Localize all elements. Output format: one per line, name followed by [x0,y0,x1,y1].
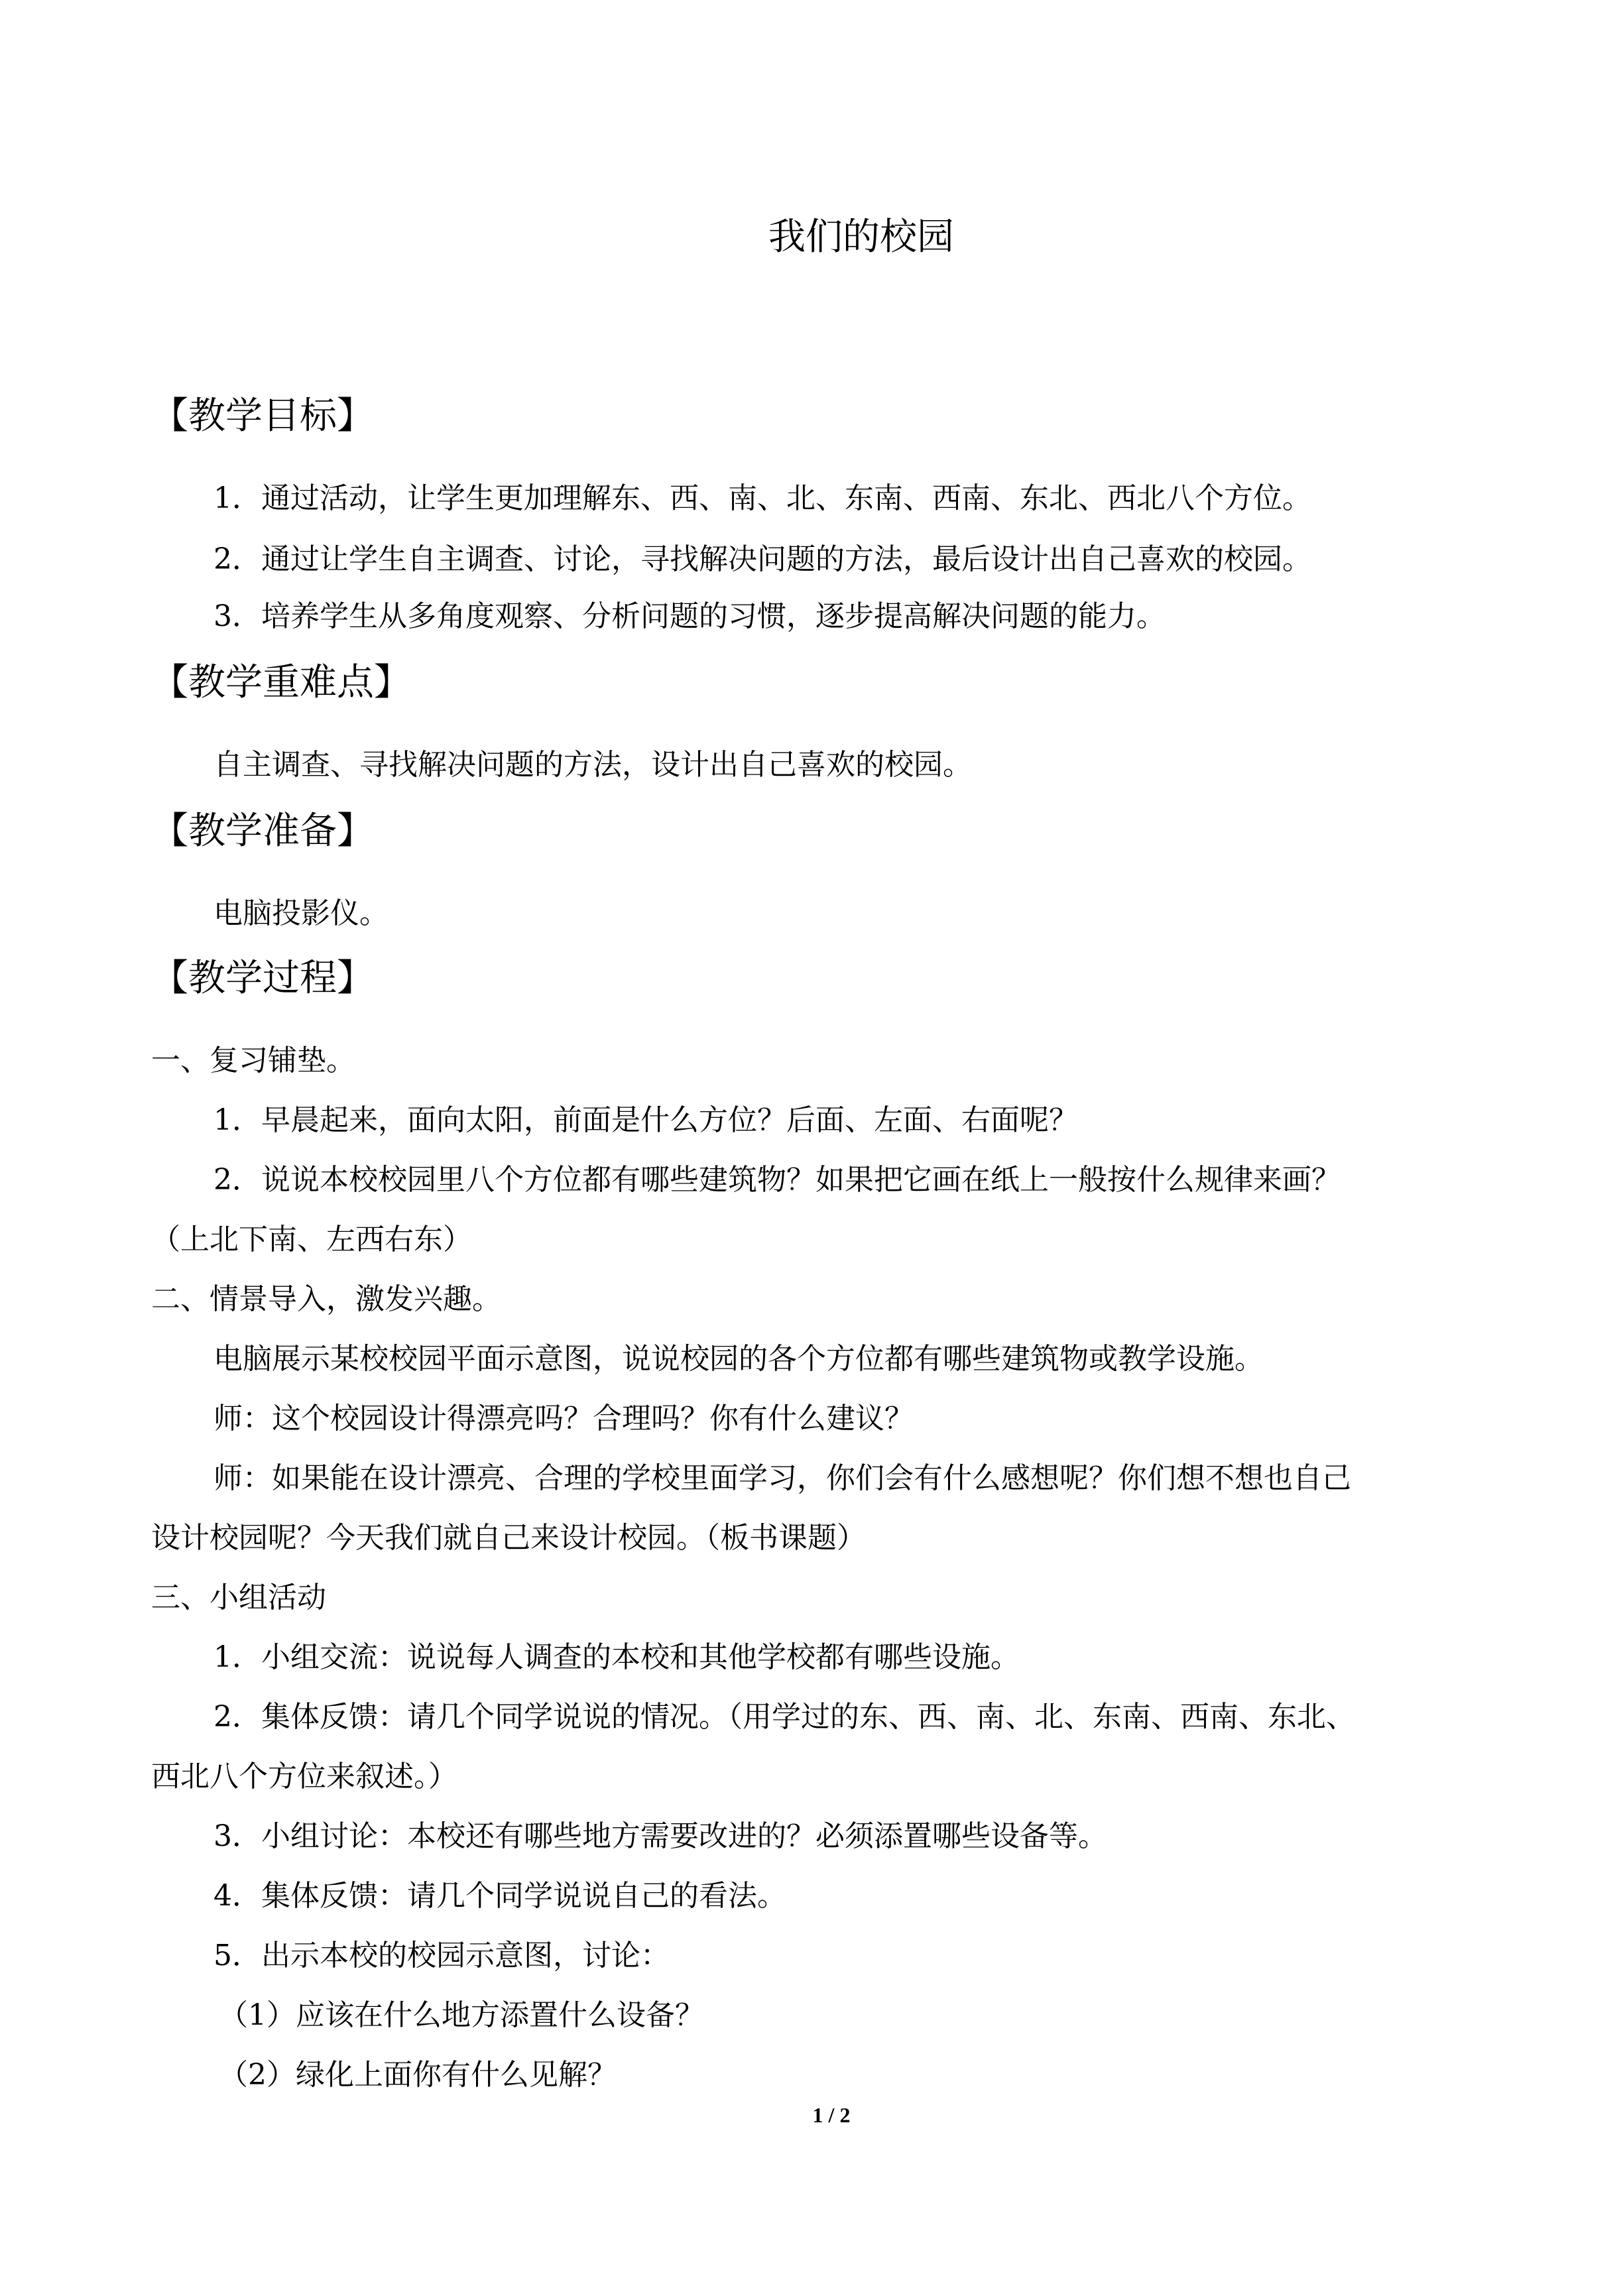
part3-sub-2: （2）绿化上面你有什么见解？ [219,2058,617,2092]
part3-item-5: 5．出示本校的校园示意图，讨论： [213,1939,670,1972]
key-points-heading: 【教学重难点】 [151,661,411,704]
part3-title: 三、小组活动 [151,1581,326,1614]
preparation-heading: 【教学准备】 [151,810,374,853]
part3-item-2-line2: 西北八个方位来叙述。） [151,1760,457,1793]
objective-item-2: 2．通过让学生自主调查、讨论，寻找解决问题的方法，最后设计出自己喜欢的校园。 [213,542,1311,576]
part1-title: 一、复习铺垫。 [151,1044,355,1077]
objectives-heading: 【教学目标】 [151,394,374,438]
part1-item-2-line1: 2．说说本校校园里八个方位都有哪些建筑物？如果把它画在纸上一般按什么规律来画？ [213,1163,1341,1197]
preparation-text: 电脑投影仪。 [213,896,389,930]
part2-para-2: 师：这个校园设计得漂亮吗？合理吗？你有什么建议？ [213,1402,914,1435]
key-points-text: 自主调查、寻找解决问题的方法，设计出自己喜欢的校园。 [213,748,972,782]
page-number: 1 / 2 [812,2103,851,2127]
part2-para-1: 电脑展示某校校园平面示意图，说说校园的各个方位都有哪些建筑物或教学设施。 [213,1342,1264,1376]
part3-sub-1: （1）应该在什么地方添置什么设备？ [219,1998,704,2032]
part3-item-2-line1: 2．集体反馈：请几个同学说说的情况。（用学过的东、西、南、北、东南、西南、东北、 [213,1700,1355,1734]
objective-item-3: 3．培养学生从多角度观察、分析问题的习惯，逐步提高解决问题的能力。 [213,599,1166,633]
process-heading: 【教学过程】 [151,957,374,1000]
part2-para-3-line1: 师：如果能在设计漂亮、合理的学校里面学习，你们会有什么感想呢？你们想不想也自己 [213,1461,1351,1495]
part1-item-1: 1．早晨起来，面向太阳，前面是什么方位？后面、左面、右面呢？ [213,1103,1078,1137]
part3-item-1: 1．小组交流：说说每人调查的本校和其他学校都有哪些设施。 [213,1640,1020,1674]
part3-item-4: 4．集体反馈：请几个同学说说自己的看法。 [213,1879,786,1913]
document-title: 我们的校园 [768,215,954,259]
part2-para-3-line2: 设计校园呢？今天我们就自己来设计校园。（板书课题） [151,1521,866,1555]
part2-title: 二、情景导入，激发兴趣。 [151,1282,501,1316]
objective-item-1: 1．通过活动，让学生更加理解东、西、南、北、东南、西南、东北、西北八个方位。 [213,481,1311,515]
part1-item-2-line2: （上北下南、左西右东） [151,1223,472,1256]
part3-item-3: 3．小组讨论：本校还有哪些地方需要改进的？必须添置哪些设备等。 [213,1819,1107,1853]
